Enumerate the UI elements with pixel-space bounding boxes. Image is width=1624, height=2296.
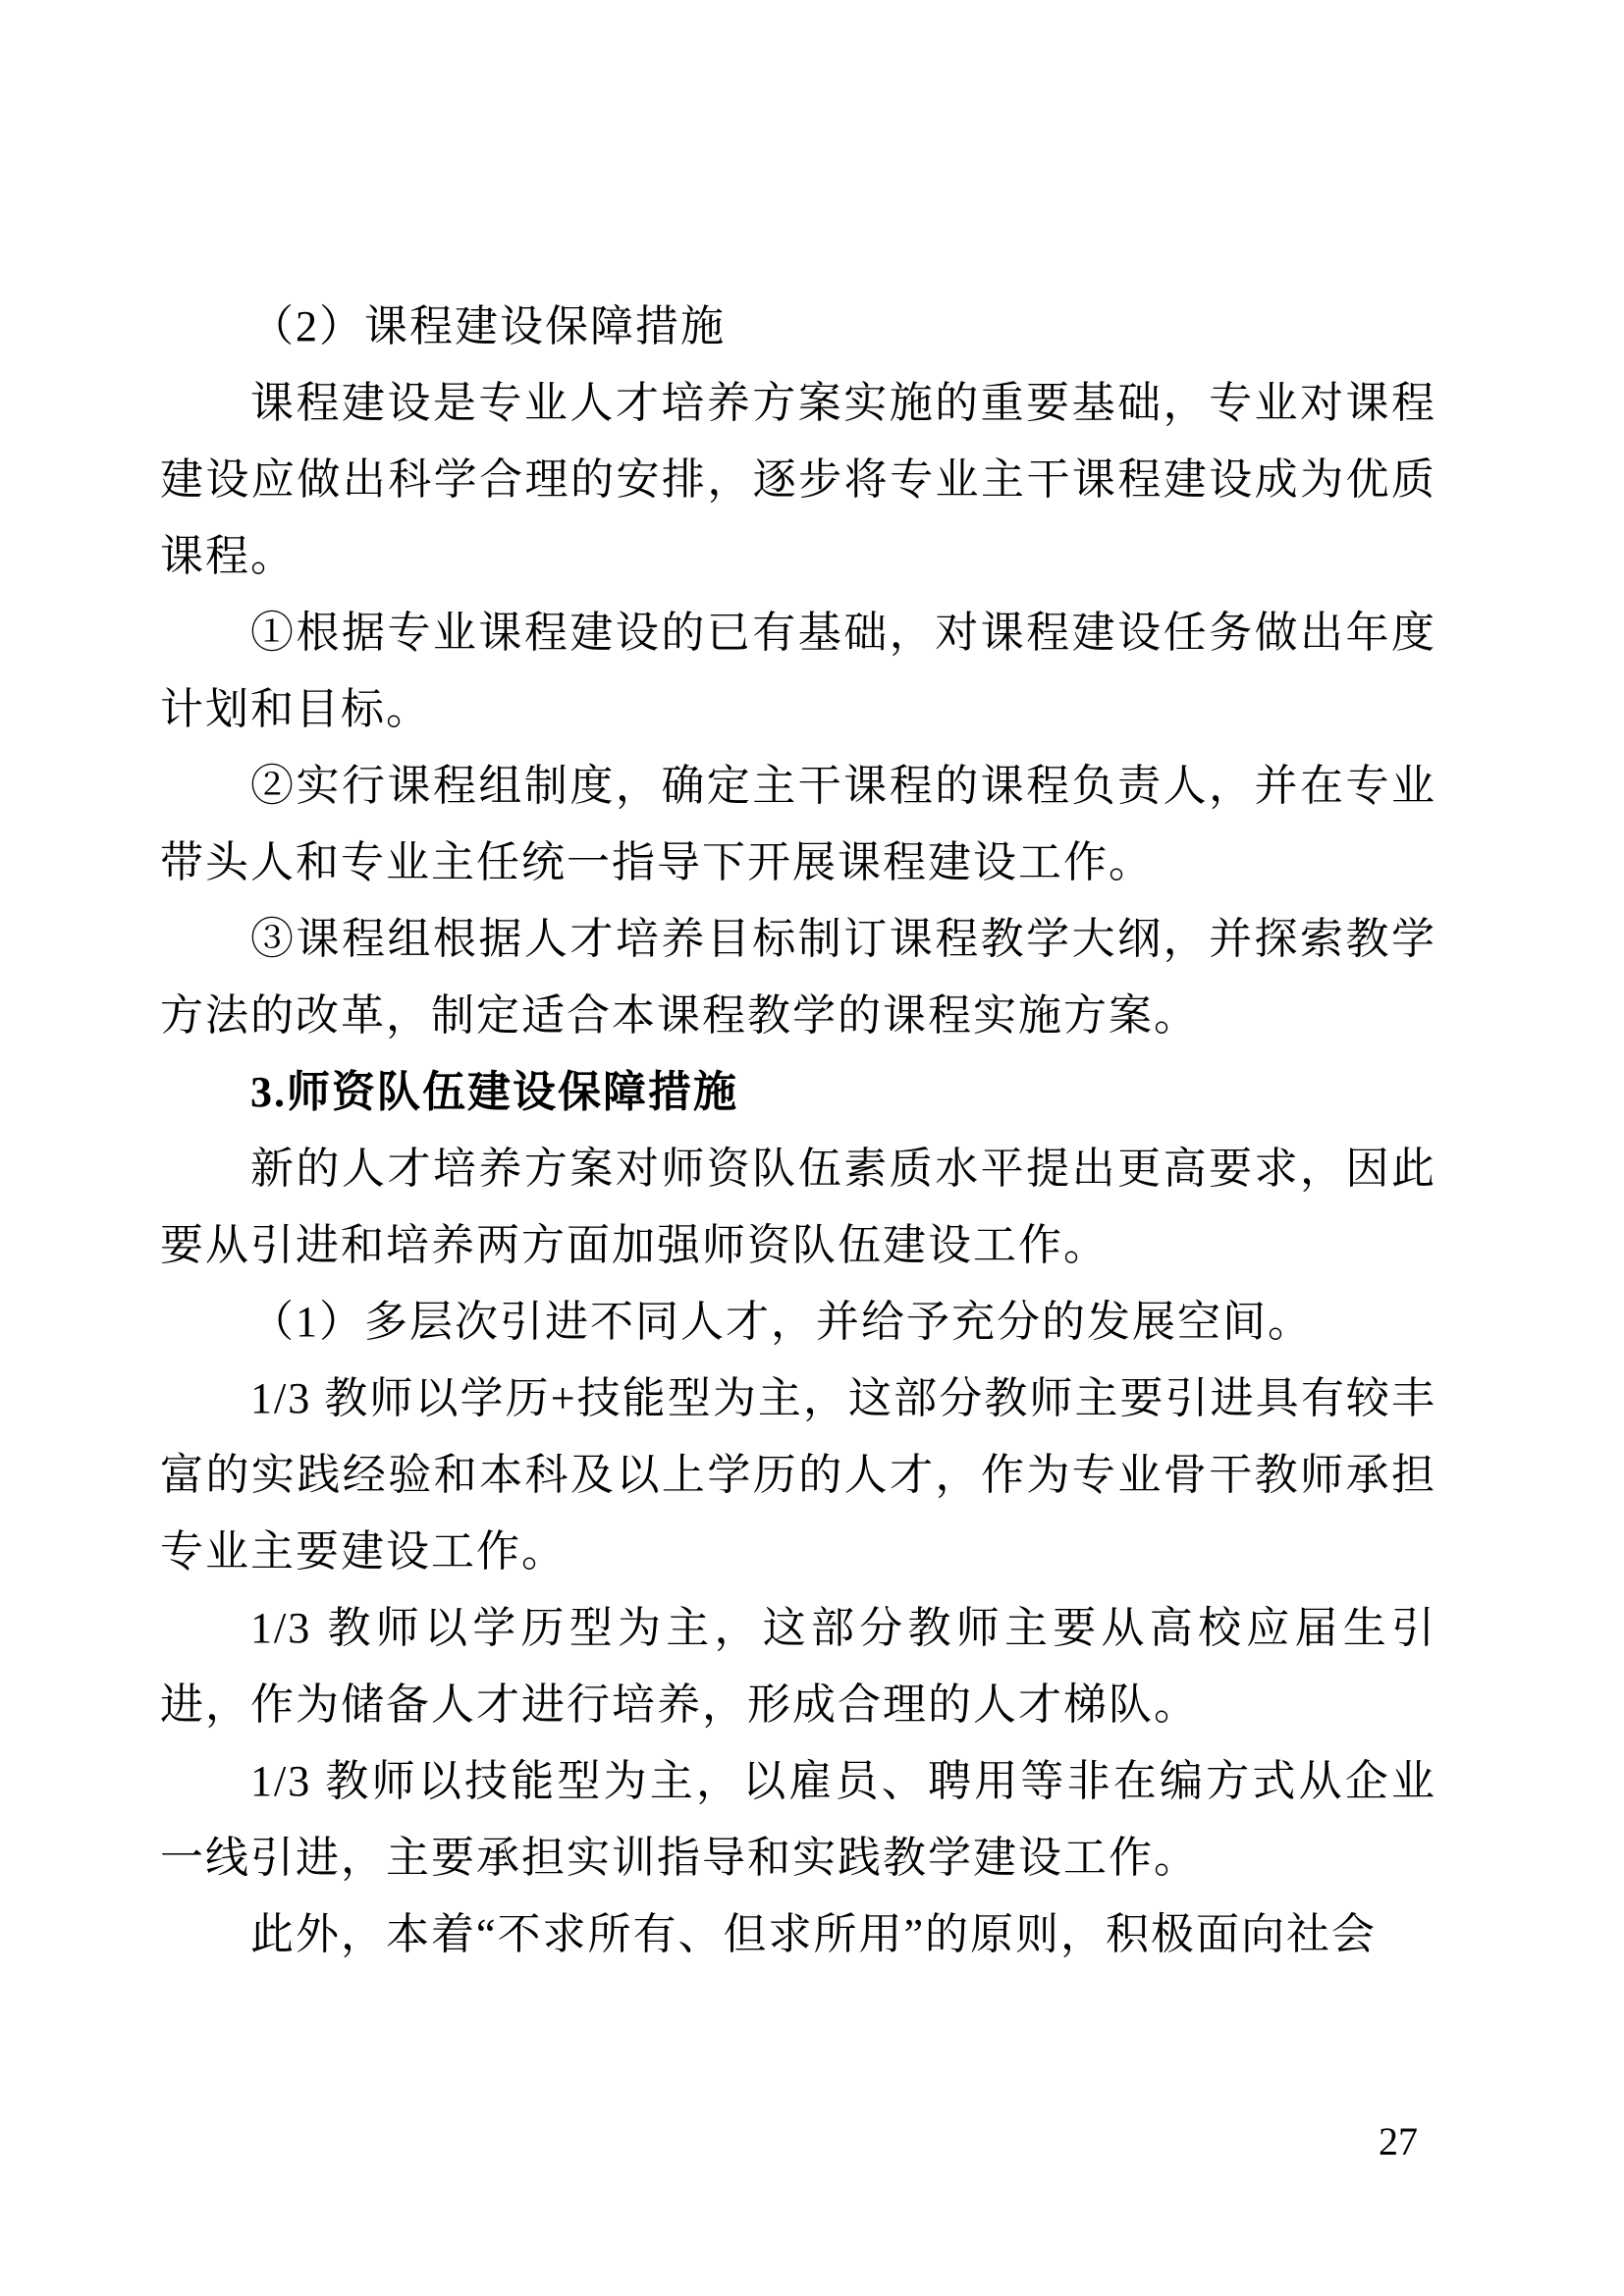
paragraph: 新的人才培养方案对师资队伍素质水平提出更高要求，因此要从引进和培养两方面加强师资队伍建设工作。	[160, 1145, 1436, 1269]
text-block	[160, 289, 1436, 1973]
paragraph: ②实行课程组制度，确定主干课程的课程负责人，并在专业带头人和专业主任统一指导下开展课程建设工作。	[160, 762, 1436, 886]
section-heading: 3.师资队伍建设保障措施	[250, 1068, 738, 1116]
paragraph: 1/3 教师以学历+技能型为主，这部分教师主要引进具有较丰富的实践经验和本科及以上学历的人才，作为专业骨干教师承担专业主要建设工作。	[160, 1374, 1436, 1575]
page-number: 27	[1379, 2119, 1418, 2163]
paragraph: ③课程组根据人才培养目标制订课程教学大纲，并探索教学方法的改革，制定适合本课程教学的课程实施方案。	[160, 915, 1436, 1040]
paragraph: （1）多层次引进不同人才，并给予充分的发展空间。	[250, 1298, 1313, 1346]
paragraph: 1/3 教师以学历型为主，这部分教师主要从高校应届生引进，作为储备人才进行培养，形成合理的人才梯队。	[160, 1604, 1436, 1729]
paragraph: 课程建设是专业人才培养方案实施的重要基础，专业对课程建设应做出科学合理的安排，逐步将专业主干课程建设成为优质课程。	[160, 379, 1436, 580]
subsection-heading: （2）课程建设保障措施	[250, 302, 726, 350]
paragraph: ①根据专业课程建设的已有基础，对课程建设任务做出年度计划和目标。	[160, 609, 1436, 733]
paragraph: 1/3 教师以技能型为主，以雇员、聘用等非在编方式从企业一线引进，主要承担实训指导和实践教学建设工作。	[160, 1757, 1436, 1882]
paragraph: 此外，本着“不求所有、但求所用”的原则，积极面向社会	[250, 1910, 1378, 1958]
